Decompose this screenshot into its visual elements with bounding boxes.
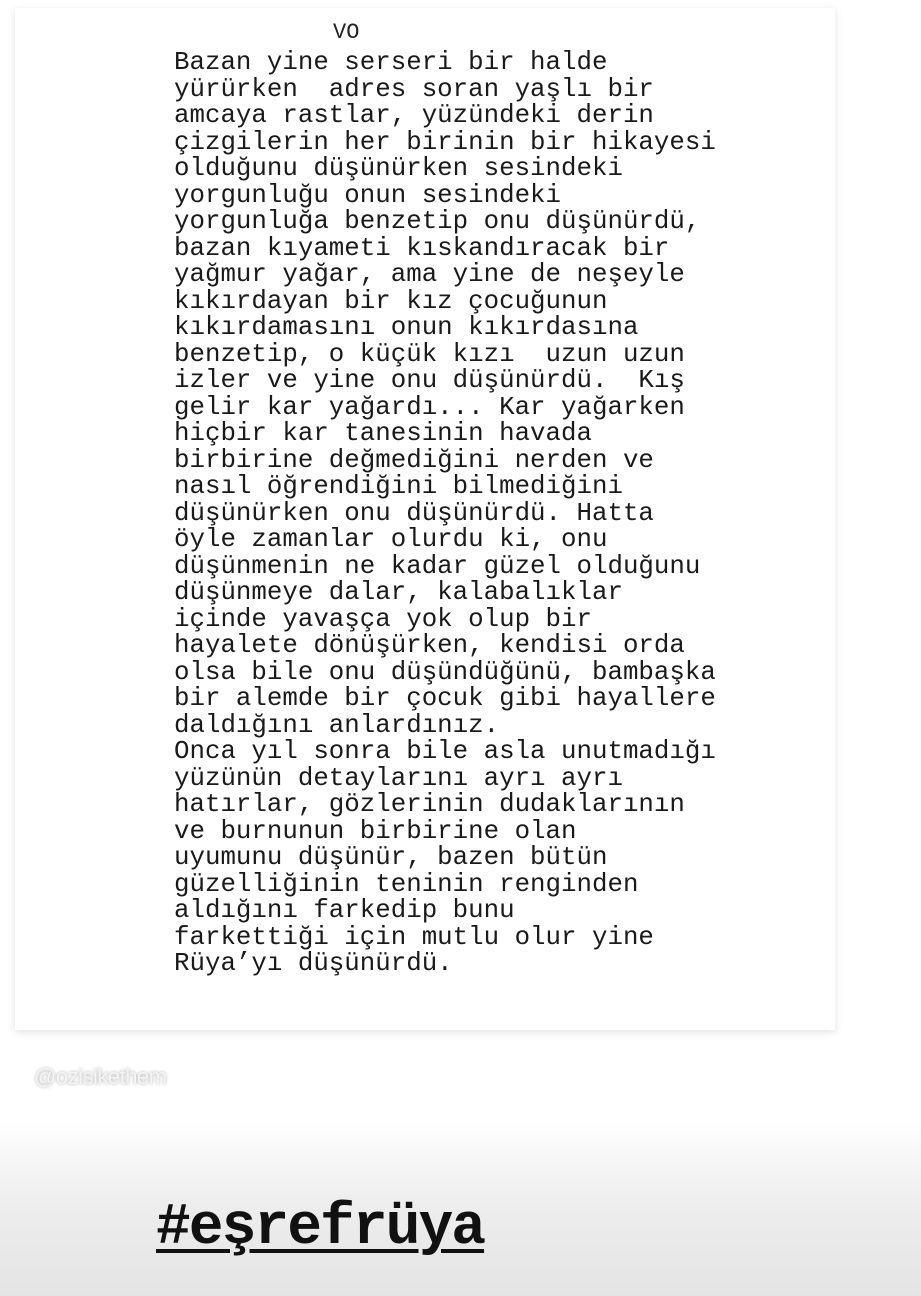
- text-line: Onca yıl sonra bile asla unutmadığı: [174, 737, 716, 766]
- text-line: yorgunluğu onun sesindeki: [174, 180, 562, 210]
- text-line: Rüya’yı düşünürdü.: [174, 949, 453, 978]
- text-line: uyumunu düşünür, bazen bütün: [174, 843, 608, 872]
- text-line: bazan kıyameti kıskandıracak bir: [174, 233, 670, 263]
- text-line: düşünmenin ne kadar güzel olduğunu: [174, 551, 701, 581]
- text-line: olsa bile onu düşündüğünü, bambaşka: [174, 657, 716, 687]
- text-line: yağmur yağar, ama yine de neşeyle: [174, 260, 685, 289]
- text-line: ve burnunun birbirine olan: [174, 816, 577, 846]
- text-line: yorgunluğa benzetip onu düşünürdü,: [174, 207, 701, 236]
- text-line: güzelliğinin teninin renginden: [174, 869, 639, 899]
- text-line: hayalete dönüşürken, kendisi orda: [174, 631, 685, 660]
- document-body: [174, 50, 716, 978]
- text-line: kıkırdayan bir kız çocuğunun: [174, 286, 608, 316]
- text-line: içinde yavaşça yok olup bir: [174, 604, 592, 634]
- text-line: hiçbir kar tanesinin havada: [174, 419, 592, 448]
- text-line: çizgilerin her birinin bir hikayesi: [174, 127, 716, 157]
- text-line: yürürken adres soran yaşlı bir: [174, 74, 654, 104]
- text-line: gelir kar yağardı... Kar yağarken: [174, 392, 685, 422]
- text-line: izler ve yine onu düşünürdü. Kış: [174, 366, 685, 395]
- text-line: bir alemde bir çocuk gibi hayallere: [174, 684, 716, 713]
- text-line: yüzünün detaylarını ayrı ayrı: [174, 763, 623, 793]
- text-line: benzetip, o küçük kızı uzun uzun: [174, 339, 685, 369]
- document-page: [15, 8, 835, 1030]
- text-line: amcaya rastlar, yüzündeki derin: [174, 101, 654, 130]
- text-line: birbirine değmediğini nerden ve: [174, 445, 654, 475]
- text-line: olduğunu düşünürken sesindeki: [174, 154, 623, 183]
- text-line: öyle zamanlar olurdu ki, onu: [174, 525, 608, 554]
- text-line: daldığını anlardınız.: [174, 710, 500, 740]
- text-line: farkettiği için mutlu olur yine: [174, 922, 654, 952]
- text-line: düşünmeye dalar, kalabalıklar: [174, 578, 623, 607]
- username-watermark: @ozisikethem: [34, 1064, 167, 1089]
- hashtag-sticker[interactable]: #eşrefrüya: [156, 1196, 485, 1261]
- text-line: kıkırdamasını onun kıkırdasına: [174, 313, 639, 342]
- document-heading: VO: [333, 20, 360, 45]
- text-line: nasıl öğrendiğini bilmediğini: [174, 472, 623, 501]
- text-line: aldığını farkedip bunu: [174, 896, 515, 925]
- text-line: hatırlar, gözlerinin dudaklarının: [174, 790, 685, 819]
- text-line: düşünürken onu düşünürdü. Hatta: [174, 498, 654, 528]
- text-line: Bazan yine serseri bir halde: [174, 48, 608, 77]
